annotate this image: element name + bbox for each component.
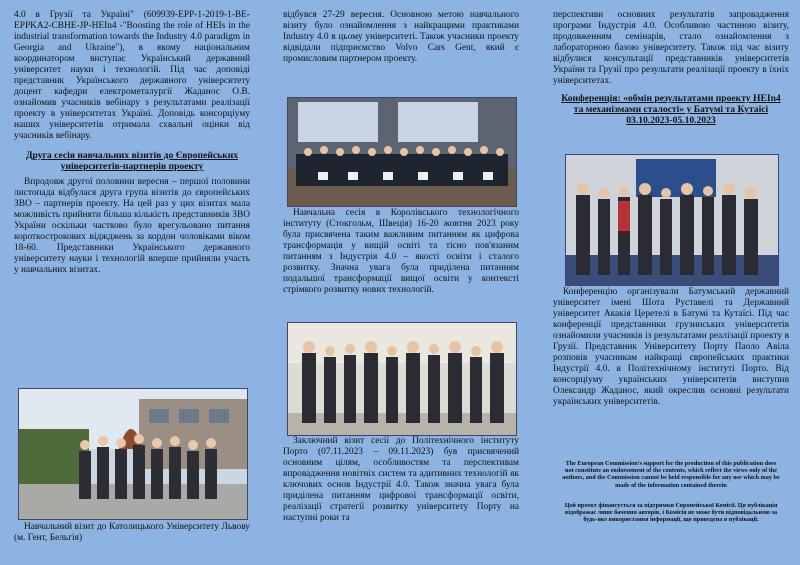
col3-paragraph-1: перспективи основних результатів запровадження програми Індустрія 4.0. Особливою частиною візиту, продовженням семінарів, стало ознайомлення з лабораторною базою університету. Також під час візиту відбулися консультації представників університетів України та Грузії про результати реалізації проекту в їхніх університетах.: [553, 10, 789, 86]
col2-paragraph-3: Заключний візит сесії до Політехнічного інституту Порто (07.11.2023 – 09.11.2023) був присвячений основним цілям, особливостям та перспективам впровадження новітніх систем та адитивних технологій як ключових основ Індустрії 4.0. Також значна увага була приділена питанням цифрової трансформації освіти, реалізації стратегії розвитку університету Порту на наступні роки та: [283, 436, 519, 523]
column-1: [14, 0, 250, 565]
col2-paragraph-1: відбувся 27-29 вересня. Основною метою навчального візиту було ознайомлення з найкращими практиками Industry 4.0 в цьому університеті. Також учасники проекту відвідали підприємство Volvo Cars Gent, який є промисловим партнером проекту.: [283, 10, 519, 64]
col1-paragraph-2: Впродовж другої половини вересня – першої половини листопада відбулася друга група візитів до європейських ЗВО – партнерів проекту. На цей раз у цих візитах мала можливість прийняти більша кількість представників ЗВО України оскільки частково було врегульовано питання короткострокових віджджень за кордон чоловіками віком 18-60. Представники Українського державного університету науки і технологій вперше прийняли участь у навчальних візитах.: [14, 177, 250, 275]
column-3: [553, 0, 789, 565]
column-2: [283, 0, 519, 565]
disclaimer-ukrainian: Цей проект фінансується за підтримки Європейської Комісії. Ця публікація відображає лише бачення авторів, і Комісія не може бути відповідальною за будь-яке використання інформації, що приведена в публікації.: [564, 502, 778, 524]
col3-paragraph-2: Конференцію організували Батумський державний університет імені Шота Руставелі та Державний університет Акакія Церетелі в Батумі та Кутаїсі. Під час конференції представники грузинських університетів ознайомили учасників із результатами реалізації проекту в Грузії. Представник Університету Порту Паоло Авіла розповів учасникам найкращі європейських практики Індустрії 4.0. в Політехнічному інституті Порто. Від консорціуму українських університетів виступив Олександр Жаданос, який окреслив основні результати українських університетів.: [553, 287, 789, 407]
col1-caption: Навчальний візит до Католицького Університету Львову (м. Гент, Бельгія): [14, 522, 250, 543]
photo-porto-group: [287, 322, 517, 436]
col3-heading: Конференція: «обмін результатами проекту HEIn4 та механізмами сталості» у Батумі та Кутаїсі 03.10.2023-05.10.2023: [561, 93, 781, 126]
col1-heading: Друга сесія навчальних візитів до Європейських університетів-партнерів проекту: [25, 150, 239, 172]
photo-batumi-conference: [565, 154, 779, 286]
disclaimer-english: The European Commission's support for the production of this publication does not constitute an endorsement of the contents, which reflect the views only of the authors, and the Commission cannot be held responsible for any use which may be made of the information contained therein: [562, 460, 780, 489]
col2-paragraph-2: Навчальна сесія в Королівського технологічного інституту (Стокгольм, Швеція) 16-20 жовтня 2023 року була присвячена таким важливим питанням як цифрова трансформація у вищій освіті та тісно пов'язаним питанням з Індустрія 4.0 – якості освіти і сталого розвитку. Значна увага була приділена питанням подальшої трансформації вищої освіти у контексті стрімкого розвитку нових технологій.: [283, 208, 519, 295]
photo-stockholm-group: [287, 97, 517, 207]
col1-paragraph-1: 4.0 в Грузії та Україні" (609939-EPP-1-2019-1-BE-EPPKA2-CBHE-JP-HEIn4 -"Boosting the role of HEIs in the industrial transformation towards the Industry 4.0 paradigm in Georgia and Ukraine"), в якому національним координатором виступає Український державний університет науки і технологій. Під час доповіді представник Українського державного університету доцент кафедри електрометалургії Жаданос О.В. ознайомив учасників вебінару з результатами реалізації проекту в університетах Україні. Доповідь консорціуму наших університетів отримала схвальні оцінки від учасників вебінару.: [14, 10, 250, 141]
photo-ghent-group: [18, 388, 248, 520]
